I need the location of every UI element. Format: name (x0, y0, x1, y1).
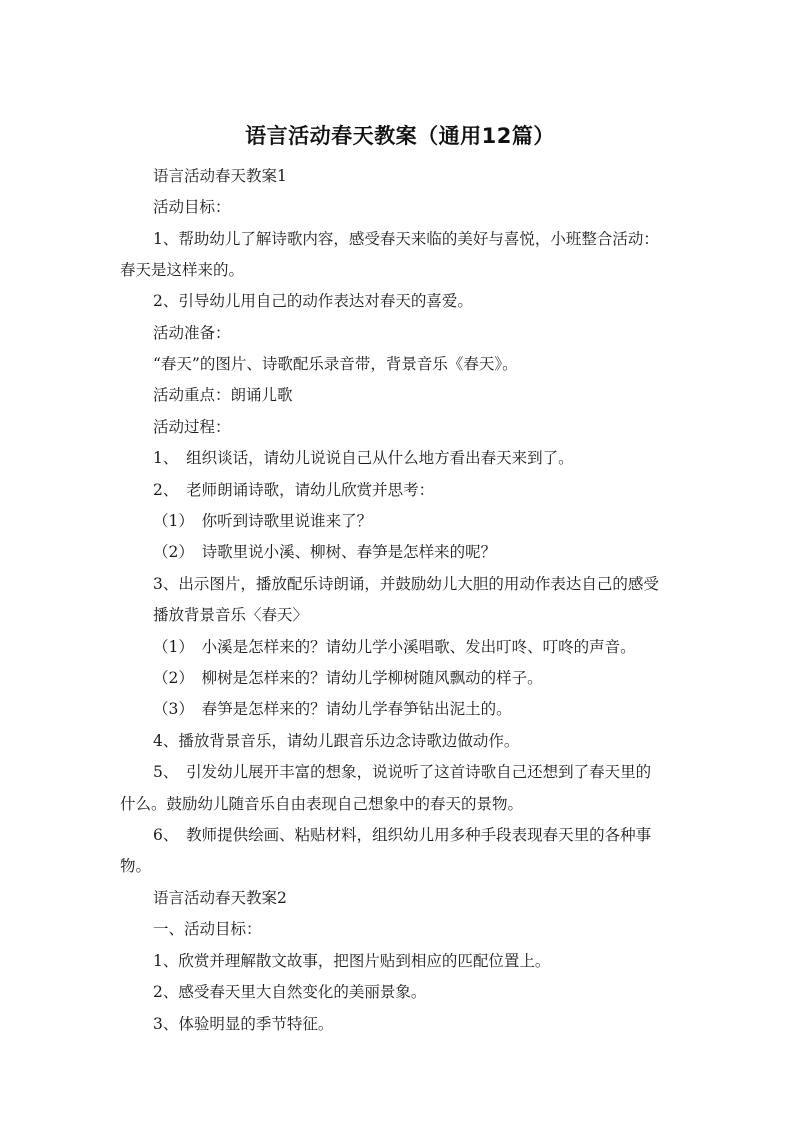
paragraph-line: 1、欣赏并理解散文故事，把图片贴到相应的匹配位置上。 (153, 952, 551, 970)
paragraph-line: 活动过程： (153, 418, 231, 436)
paragraph-line: 1、帮助幼儿了解诗歌内容，感受春天来临的美好与喜悦，小班整合活动： (153, 230, 659, 248)
paragraph-line: 活动重点：朗诵儿歌 (153, 386, 293, 404)
paragraph-line: （1） 你听到诗歌里说谁来了？ (153, 512, 373, 530)
paragraph-line: 什么。鼓励幼儿随音乐自由表现自己想象中的春天的景物。 (120, 795, 524, 813)
paragraph-line: 2、引导幼儿用自己的动作表达对春天的喜爱。 (153, 292, 473, 310)
paragraph-line: 3、出示图片，播放配乐诗朗诵，并鼓励幼儿大胆的用动作表达自己的感受 (153, 575, 659, 593)
paragraph-line: 2、 老师朗诵诗歌，请幼儿欣赏并思考： (153, 481, 435, 499)
paragraph-line: 活动目标： (153, 198, 231, 216)
paragraph-line: 4、播放背景音乐，请幼儿跟音乐边念诗歌边做动作。 (153, 732, 520, 750)
paragraph-line: 播放背景音乐〈春天〉 (153, 606, 309, 624)
paragraph-line: 春天是这样来的。 (120, 261, 245, 279)
paragraph-line: （3） 春笋是怎样来的？请幼儿学春笋钻出泥土的。 (153, 700, 512, 718)
paragraph-line: （2） 诗歌里说小溪、柳树、春笋是怎样来的呢？ (153, 543, 497, 561)
paragraph-line: 1、 组织谈话，请幼儿说说自己从什么地方看出春天来到了。 (153, 449, 574, 467)
paragraph-line: “春天”的图片、诗歌配乐录音带，背景音乐《春天》。 (153, 355, 518, 373)
paragraph-line: （2） 柳树是怎样来的？请幼儿学柳树随风飘动的样子。 (153, 669, 543, 687)
section-heading: 语言活动春天教案1 (153, 167, 287, 185)
paragraph-line: 3、体验明显的季节特征。 (153, 1015, 334, 1033)
section-heading: 语言活动春天教案2 (153, 889, 287, 907)
paragraph-line: 6、 教师提供绘画、粘贴材料，组织幼儿用多种手段表现春天里的各种事 (153, 826, 652, 844)
document-title: 语言活动春天教案（通用12篇） (245, 124, 555, 148)
paragraph-line: 2、感受春天里大自然变化的美丽景象。 (153, 983, 427, 1001)
paragraph-line: 一、活动目标： (153, 920, 262, 938)
paragraph-line: 物。 (120, 857, 152, 875)
paragraph-line: 活动准备： (153, 324, 231, 342)
paragraph-line: （1） 小溪是怎样来的？请幼儿学小溪唱歌、发出叮咚、叮咚的声音。 (153, 638, 636, 656)
paragraph-line: 5、 引发幼儿展开丰富的想象，说说听了这首诗歌自己还想到了春天里的 (153, 763, 652, 781)
